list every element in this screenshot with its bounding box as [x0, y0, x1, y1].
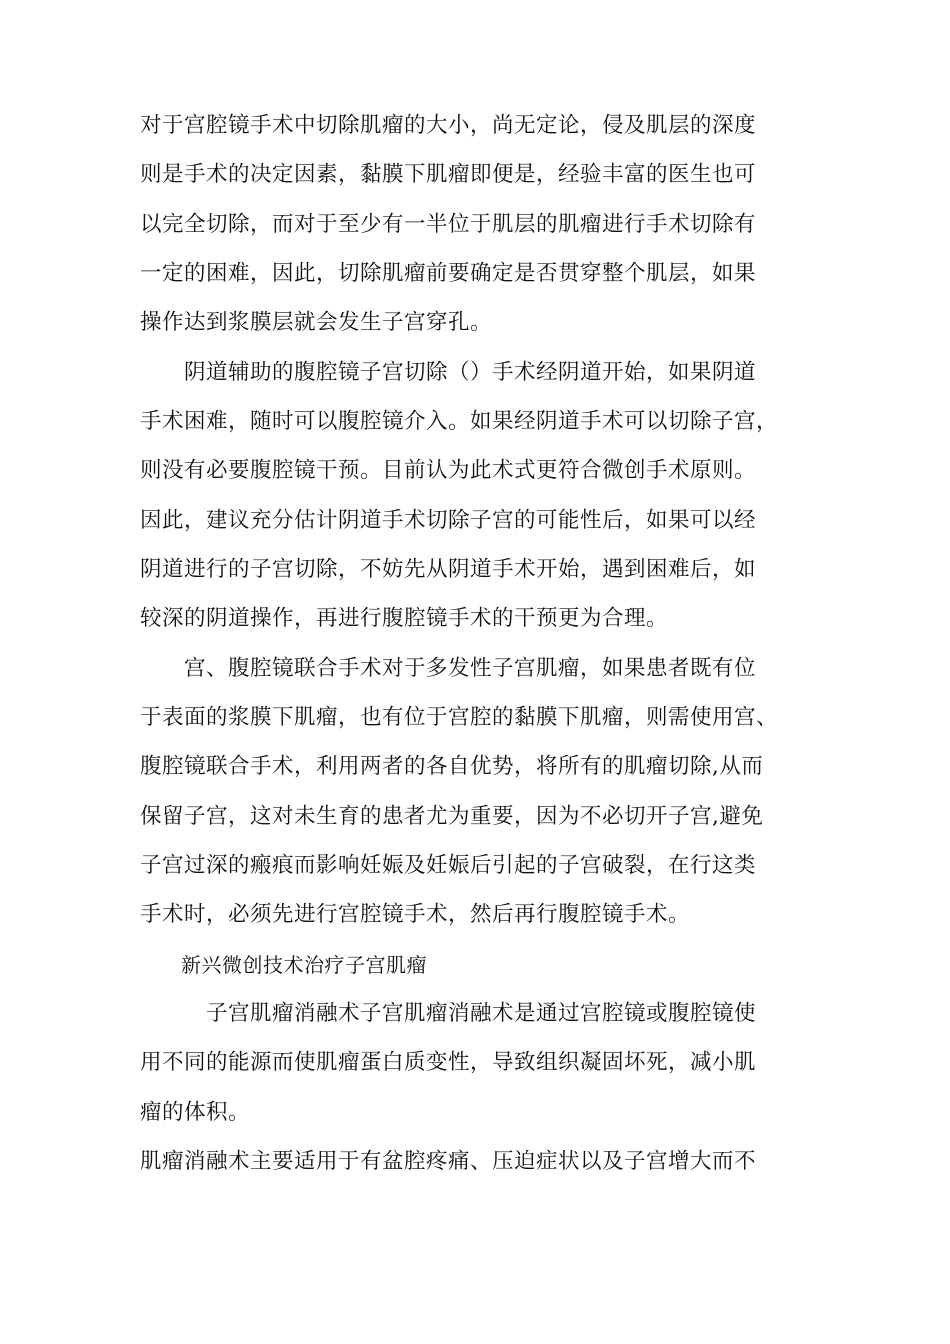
text-line-2: 则是手术的决定因素，黏膜下肌瘤即便是，经验丰富的医生也可	[140, 162, 757, 187]
text-line-22: 肌瘤消融术主要适用于有盆腔疼痛、压迫症状以及子宫增大而不	[140, 1149, 757, 1174]
text-line-3: 以完全切除，而对于至少有一半位于肌层的肌瘤进行手术切除有	[140, 212, 757, 237]
text-line-19: 子宫肌瘤消融术子宫肌瘤消融术是通过宫腔镜或腹腔镜使	[140, 1001, 757, 1026]
text-line-1: 对于宫腔镜手术中切除肌瘤的大小，尚无定论，侵及肌层的深度	[140, 113, 757, 138]
text-line-21: 瘤的体积。	[140, 1100, 251, 1125]
text-line-17: 手术时，必须先进行宫腔镜手术，然后再行腹腔镜手术。	[140, 902, 691, 927]
text-line-4: 一定的困难，因此，切除肌瘤前要确定是否贯穿整个肌层，如果	[140, 261, 757, 286]
text-line-12: 宫、腹腔镜联合手术对于多发性子宫肌瘤，如果患者既有位	[140, 656, 757, 681]
text-line-8: 则没有必要腹腔镜干预。目前认为此术式更符合微创手术原则。	[140, 458, 757, 483]
text-line-14: 腹腔镜联合手术，利用两者的各自优势，将所有的肌瘤切除,从而	[140, 754, 764, 779]
text-line-9: 因此，建议充分估计阴道手术切除子宫的可能性后，如果可以经	[140, 508, 757, 533]
text-line-16: 子宫过深的瘢痕而影响妊娠及妊娠后引起的子宫破裂，在行这类	[140, 853, 757, 878]
text-line-7: 手术困难，随时可以腹腔镜介入。如果经阴道手术可以切除子宫，	[140, 409, 779, 434]
text-line-13: 于表面的浆膜下肌瘤，也有位于宫腔的黏膜下肌瘤，则需使用宫、	[140, 705, 779, 730]
text-line-5: 操作达到浆膜层就会发生子宫穿孔。	[140, 310, 493, 335]
section-heading: 新兴微创技术治疗子宫肌瘤	[140, 953, 427, 977]
text-line-6: 阴道辅助的腹腔镜子宫切除（）手术经阴道开始，如果阴道	[140, 360, 757, 385]
text-line-10: 阴道进行的子宫切除，不妨先从阴道手术开始，遇到困难后，如	[140, 557, 757, 582]
text-line-15: 保留子宫，这对未生育的患者尤为重要，因为不必切开子宫,避免	[140, 804, 764, 829]
text-line-11: 较深的阴道操作，再进行腹腔镜手术的干预更为合理。	[140, 606, 669, 631]
text-line-20: 用不同的能源而使肌瘤蛋白质变性，导致组织凝固坏死，减小肌	[140, 1050, 757, 1075]
